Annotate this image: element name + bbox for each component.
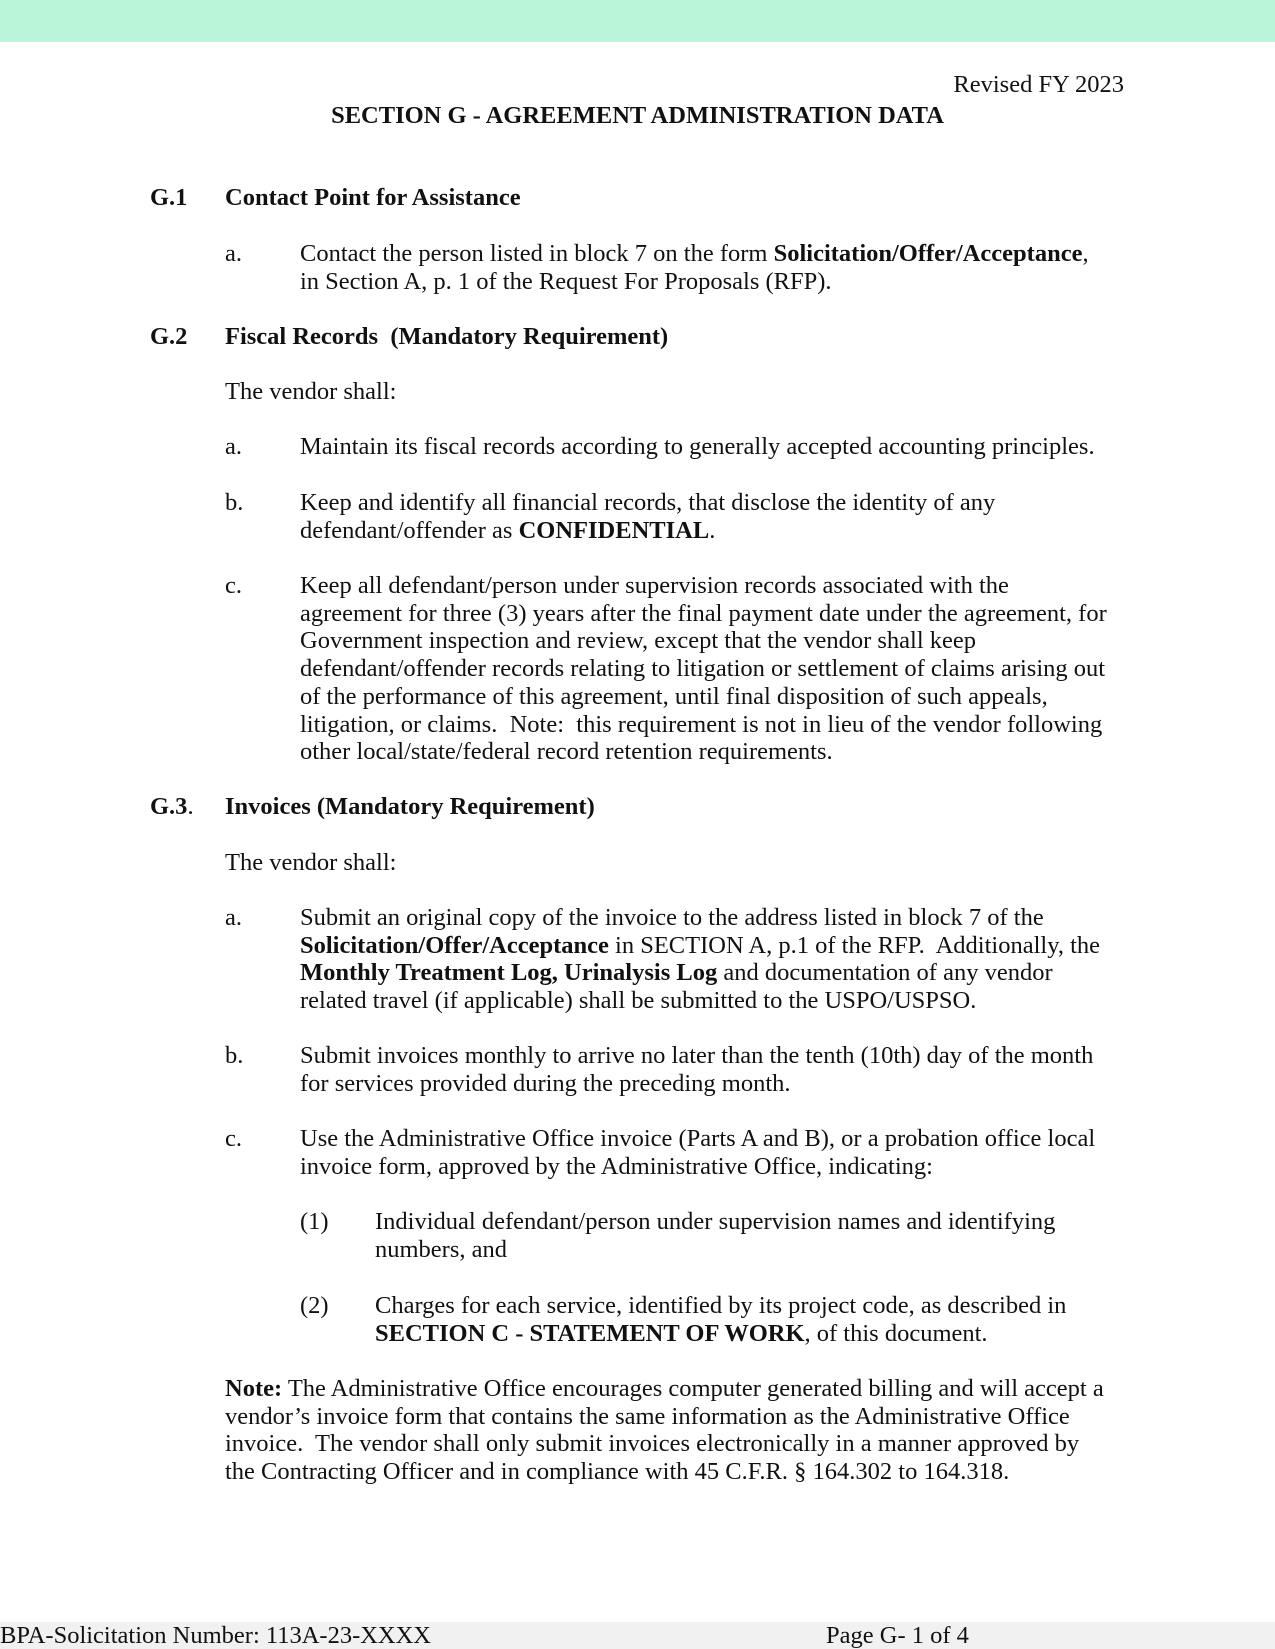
g3-c1-number bbox=[300, 1208, 329, 1236]
text: Submit an original copy of the invoice to the address listed in block 7 of the bbox=[300, 904, 1044, 931]
item-number: (2) bbox=[300, 1292, 329, 1319]
text: Maintain its fiscal records according to generally accepted accounting principles. bbox=[300, 433, 1095, 460]
g1-a-paragraph bbox=[300, 240, 1089, 295]
item-number: G.1 bbox=[150, 184, 188, 211]
text: Use the Administrative Office invoice (Parts A and B), or a probation office local bbox=[300, 1125, 1096, 1152]
text-line bbox=[375, 1292, 1066, 1320]
top-banner bbox=[0, 0, 1275, 42]
g3-note-paragraph bbox=[225, 1375, 1104, 1486]
bold-text: Note: bbox=[225, 1375, 283, 1402]
g1-a-number bbox=[225, 240, 242, 268]
solicitation-number: BPA-Solicitation Number: 113A-23-XXXX bbox=[0, 1622, 431, 1649]
item-number: b. bbox=[225, 489, 244, 516]
section-title: SECTION G - AGREEMENT ADMINISTRATION DATA bbox=[331, 102, 944, 129]
page-number: Page G- 1 of 4 bbox=[826, 1622, 969, 1649]
item-number: a. bbox=[225, 904, 242, 931]
text: The vendor shall: bbox=[225, 849, 397, 876]
text: Submit invoices monthly to arrive no later than the tenth (10th) day of the month bbox=[300, 1042, 1094, 1069]
text-line bbox=[300, 1070, 1093, 1098]
text-line bbox=[225, 184, 521, 212]
g3-b-paragraph bbox=[300, 1042, 1093, 1097]
text-line bbox=[225, 378, 396, 406]
text-line bbox=[300, 987, 1100, 1015]
g3-num-number bbox=[150, 793, 194, 821]
bold-text: Solicitation/Offer/Acceptance bbox=[300, 931, 609, 959]
text: invoice. The vendor shall only submit invoices electronically in a manner approved by bbox=[225, 1430, 1080, 1458]
text-line bbox=[300, 1153, 1095, 1181]
bold-text: Fiscal Records (Mandatory Requirement) bbox=[225, 323, 669, 350]
bold-text: Solicitation/Offer/Acceptance bbox=[773, 240, 1083, 267]
text: Individual defendant/person under supervision names and identifying bbox=[375, 1208, 1056, 1235]
text: numbers, and bbox=[375, 1235, 507, 1263]
g3-a-number bbox=[225, 904, 242, 932]
text: Keep and identify all financial records, that disclose the identity of any bbox=[300, 489, 996, 516]
item-number-suffix: . bbox=[187, 793, 194, 820]
text-line bbox=[375, 1236, 1055, 1264]
g2-intro-paragraph bbox=[225, 378, 396, 406]
text-line bbox=[300, 627, 1107, 655]
g1-num-number bbox=[150, 184, 187, 212]
g3-b-number bbox=[225, 1042, 243, 1070]
text-line bbox=[375, 1208, 1055, 1236]
text-line bbox=[300, 240, 1089, 268]
text-line bbox=[225, 323, 668, 351]
g2-c-paragraph bbox=[300, 572, 1107, 766]
text: , of this document. bbox=[804, 1319, 988, 1347]
text: agreement for three (3) years after the final payment date under the agreement, for bbox=[300, 599, 1107, 627]
text-line bbox=[225, 1430, 1104, 1458]
text: Charges for each service, identified by its project code, as described in bbox=[375, 1292, 1067, 1319]
text: Government inspection and review, except that the vendor shall keep bbox=[300, 627, 977, 655]
text: in SECTION A, p.1 of the RFP. Additionally, the bbox=[608, 931, 1101, 959]
g2-b-paragraph bbox=[300, 489, 995, 544]
text: The vendor shall: bbox=[225, 378, 397, 405]
text-line bbox=[300, 959, 1100, 987]
text-line bbox=[225, 849, 396, 877]
item-number: G.2 bbox=[150, 323, 188, 350]
g2-a-paragraph bbox=[300, 433, 1095, 461]
item-number: c. bbox=[225, 1125, 242, 1152]
item-number: b. bbox=[225, 1042, 244, 1069]
bold-text: Contact Point for Assistance bbox=[225, 184, 521, 211]
g3-c2-paragraph bbox=[375, 1292, 1066, 1347]
g3-a-paragraph bbox=[300, 904, 1100, 1015]
text-line bbox=[300, 1125, 1095, 1153]
g2-num-number bbox=[150, 323, 187, 351]
text-line bbox=[300, 932, 1100, 960]
text-line bbox=[300, 489, 995, 517]
text-line bbox=[225, 1403, 1104, 1431]
g3-c1-paragraph bbox=[375, 1208, 1055, 1263]
text: in Section A, p. 1 of the Request For Proposals (RFP). bbox=[300, 267, 832, 295]
g3-c2-number bbox=[300, 1292, 329, 1320]
bold-text: CONFIDENTIAL bbox=[518, 516, 710, 544]
page-footer bbox=[0, 1622, 1275, 1649]
item-number: c. bbox=[225, 572, 242, 599]
text: defendant/offender records relating to litigation or settlement of claims arising out bbox=[300, 655, 1106, 683]
text: other local/state/federal record retention requirements. bbox=[300, 738, 833, 766]
revision-label: Revised FY 2023 bbox=[953, 71, 1124, 98]
item-number: (1) bbox=[300, 1208, 329, 1235]
text: , bbox=[1082, 240, 1089, 267]
bold-text: Invoices (Mandatory Requirement) bbox=[225, 793, 595, 820]
g3-c-paragraph bbox=[300, 1125, 1095, 1180]
text: the Contracting Officer and in compliance with 45 C.F.R. § 164.302 to 164.318. bbox=[225, 1458, 1010, 1486]
text-line bbox=[375, 1320, 1066, 1348]
text: The Administrative Office encourages computer generated billing and will accept a bbox=[282, 1375, 1104, 1402]
bold-text: SECTION C - STATEMENT OF WORK bbox=[375, 1319, 805, 1347]
g3-num-paragraph bbox=[225, 793, 595, 821]
text-line bbox=[300, 655, 1107, 683]
text-line bbox=[300, 600, 1107, 628]
g2-c-number bbox=[225, 572, 242, 600]
text-line bbox=[225, 793, 595, 821]
text: invoice form, approved by the Administrative Office, indicating: bbox=[300, 1152, 933, 1180]
text-line bbox=[300, 572, 1107, 600]
text-line bbox=[300, 1042, 1093, 1070]
g3-intro-paragraph bbox=[225, 849, 396, 877]
g3-c-number bbox=[225, 1125, 242, 1153]
text: Contact the person listed in block 7 on the form bbox=[300, 240, 774, 267]
text: defendant/offender as bbox=[300, 516, 519, 544]
text: vendor’s invoice form that contains the same information as the Administrative Office bbox=[225, 1402, 1070, 1430]
g2-b-number bbox=[225, 489, 243, 517]
g1-num-paragraph bbox=[225, 184, 521, 212]
text-line bbox=[300, 711, 1107, 739]
text: for services provided during the preceding month. bbox=[300, 1069, 791, 1097]
text: and documentation of any vendor bbox=[717, 959, 1053, 987]
text-line bbox=[300, 433, 1095, 461]
text-line bbox=[225, 1458, 1104, 1486]
text-line bbox=[300, 683, 1107, 711]
text-line bbox=[300, 268, 1089, 296]
text-line bbox=[300, 904, 1100, 932]
text: . bbox=[709, 516, 716, 544]
item-number: G.3 bbox=[150, 793, 188, 820]
text: of the performance of this agreement, until final disposition of such appeals, bbox=[300, 682, 1048, 710]
text: litigation, or claims. Note: this requirement is not in lieu of the vendor following bbox=[300, 710, 1103, 738]
text: related travel (if applicable) shall be submitted to the USPO/USPSO. bbox=[300, 987, 977, 1015]
item-number: a. bbox=[225, 240, 242, 267]
text-line bbox=[225, 1375, 1104, 1403]
g2-a-number bbox=[225, 433, 242, 461]
item-number: a. bbox=[225, 433, 242, 460]
g2-num-paragraph bbox=[225, 323, 668, 351]
text: Keep all defendant/person under supervision records associated with the bbox=[300, 572, 1009, 599]
bold-text: Monthly Treatment Log, Urinalysis Log bbox=[300, 959, 718, 987]
text-line bbox=[300, 738, 1107, 766]
text-line bbox=[300, 517, 995, 545]
